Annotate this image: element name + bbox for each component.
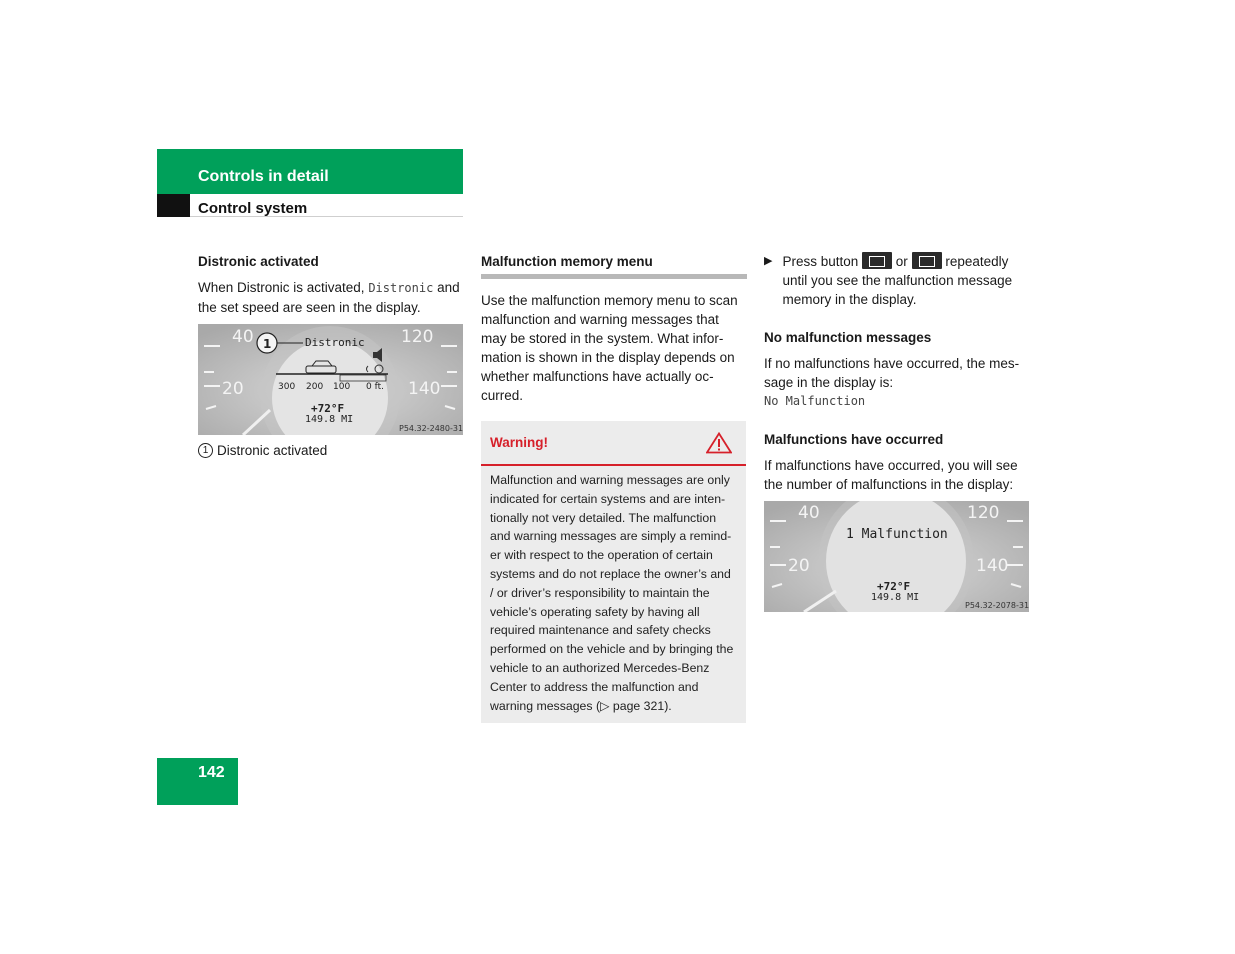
cluster-graphic xyxy=(764,501,1029,612)
speed-label: 40 xyxy=(232,327,254,347)
text: repeatedly until you see the malfunction message memory in the display. xyxy=(782,254,1013,307)
speed-label: 40 xyxy=(798,503,820,523)
warning-title: Warning! xyxy=(490,435,548,450)
display-label: Distronic xyxy=(305,336,365,349)
temperature: +72°F xyxy=(877,580,911,593)
paragraph-malfunctions-occurred: If malfunctions have occurred, you will see the number of malfunctions in the display: xyxy=(764,458,1018,492)
speed-label: 20 xyxy=(222,379,244,399)
page-number: 142 xyxy=(198,764,225,781)
scroll-forward-button-icon xyxy=(912,252,942,269)
subsection-title: Control system xyxy=(198,200,308,217)
mono-text: Distronic xyxy=(368,281,434,295)
speed-label: 120 xyxy=(967,503,1000,523)
malfunction-display-image xyxy=(764,501,1029,612)
cluster-graphic xyxy=(198,324,463,435)
section-title: Controls in detail xyxy=(198,168,329,185)
distance-label: 100 xyxy=(333,382,351,392)
marker-number: 1 xyxy=(263,337,272,351)
warning-box xyxy=(481,421,746,723)
caption-number: 1 xyxy=(198,443,213,458)
paragraph-malfunction-menu: Use the malfunction memory menu to scan malfunction and warning messages that may be stored in the system. What infor-mation is shown in the display depends on whether malfunctions have actually oc-curred. xyxy=(481,293,738,403)
display-text-no-malfunction: No Malfunction xyxy=(764,394,866,408)
text: Press button xyxy=(782,254,859,269)
paragraph-distronic xyxy=(198,278,464,317)
heading-no-malfunction: No malfunction messages xyxy=(764,330,932,345)
warning-header xyxy=(481,421,746,466)
odometer: 149.8 MI xyxy=(871,592,920,603)
distance-label: 200 xyxy=(306,382,324,392)
text: and the set speed are seen in the display. xyxy=(198,280,460,315)
distronic-display-image xyxy=(198,324,463,435)
heading-distronic: Distronic activated xyxy=(198,254,319,269)
speed-label: 140 xyxy=(976,556,1009,576)
distance-label: 0 ft. xyxy=(366,382,384,392)
heading-malfunction-menu: Malfunction memory menu xyxy=(481,254,653,269)
text: When Distronic is activated, xyxy=(198,280,369,295)
instruction-step xyxy=(764,252,1030,309)
image-reference: P54.32-2480-31 xyxy=(399,424,463,433)
step-text xyxy=(782,252,1030,309)
caption-text: Distronic activated xyxy=(217,443,328,458)
distance-label: 300 xyxy=(278,382,296,392)
text: or xyxy=(895,254,908,269)
speed-label: 140 xyxy=(408,379,441,399)
warning-triangle-icon xyxy=(706,432,732,454)
warning-body: Malfunction and warning messages are only indicated for certain systems and are inten-tionally not very detailed. The malfunction and warning messages are simply a remind-er with respect to the operation of certain systems and do not replace the owner’s and / or driver’s responsibility to maintain the vehicle’s operating safety by having all required maintenance and safety checks performed on the vehicle and by bringing the vehicle to an authorized Mercedes-Benz Center to address the malfunction and warning messages (▷ page 321). xyxy=(490,473,734,713)
figure-caption xyxy=(198,441,464,460)
temperature: +72°F xyxy=(311,402,345,415)
malfunction-count-message: 1 Malfunction xyxy=(846,527,948,542)
paragraph-no-malfunction: If no malfunctions have occurred, the mes-sage in the display is: xyxy=(764,356,1020,390)
header-marker xyxy=(157,194,190,217)
heading-malfunctions-occurred: Malfunctions have occurred xyxy=(764,432,944,447)
bullet-arrow-icon: ▶ xyxy=(764,255,773,267)
column-instructions xyxy=(764,252,1030,612)
image-reference: P54.32-2078-31 xyxy=(965,601,1029,610)
heading-rule xyxy=(481,274,747,279)
scroll-back-button-icon xyxy=(862,252,892,269)
column-distronic xyxy=(198,252,464,460)
speed-label: 120 xyxy=(401,327,434,347)
odometer: 149.8 MI xyxy=(305,414,354,425)
column-malfunction-menu xyxy=(481,252,747,723)
speed-label: 20 xyxy=(788,556,810,576)
